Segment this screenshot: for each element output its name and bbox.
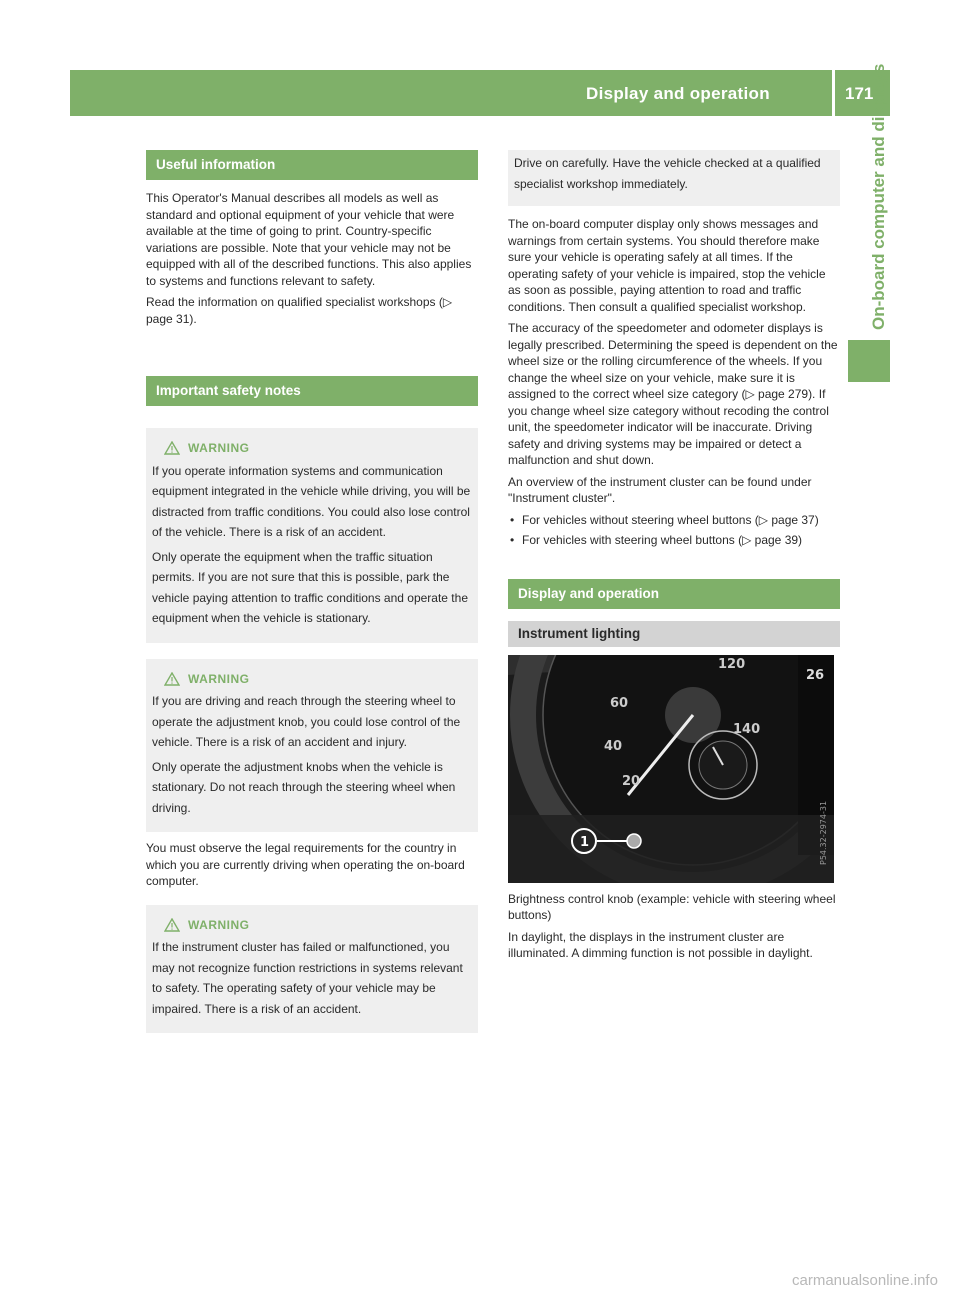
warning-label: WARNING <box>188 671 250 686</box>
warning-label: WARNING <box>188 917 250 932</box>
onboard-display-paragraph: The on-board computer display only shows messages and warnings from certain systems. You should therefore make sure your vehicle is operating safely at all times. If the operating safety of your vehicle is impaired, stop the vehicle as soon as possible, paying attention to road and traffic conditions. Then consult a qualified specialist workshop. <box>508 217 826 314</box>
useful-paragraph-2: Read the information on qualified specialist workshops (▷ page 31). <box>146 295 453 326</box>
gauge-label: 120 <box>718 656 746 672</box>
warning-triangle-icon <box>164 441 180 455</box>
cluster-illustration <box>508 655 834 883</box>
drive-carefully-text: Drive on carefully. Have the vehicle checked at a qualified specialist workshop immediately. <box>514 156 821 191</box>
display-operation-heading: Display and operation <box>508 579 840 609</box>
gauge-label: 60 <box>610 695 629 711</box>
overview-paragraph: An overview of the instrument cluster can be found under "Instrument cluster". <box>508 474 812 505</box>
side-tab-label: On-board computer and displays <box>869 63 888 330</box>
footer-watermark: carmanualsonline.info <box>792 1272 938 1289</box>
legal-paragraph: You must observe the legal requirements for the country in which you are currently driving when operating the on-board computer. <box>146 841 465 888</box>
list-item: • For vehicles with steering wheel buttons (▷ page 39) <box>520 532 840 549</box>
digital-display-value: 26 <box>806 667 825 683</box>
page-title: Display and operation <box>586 84 770 103</box>
photo-caption: Brightness control knob (example: vehicle with steering wheel buttons) <box>508 891 836 922</box>
cluster-list <box>508 512 840 549</box>
image-code: P54.32-2974-31 <box>819 800 828 865</box>
side-tab-marker <box>848 340 890 382</box>
right-column <box>508 150 840 967</box>
instrument-cluster-photo <box>508 655 834 883</box>
gauge-label: 140 <box>733 721 761 737</box>
warning-text: Only operate the equipment when the traffic situation permits. If you are not sure that this is possible, park the vehicle paying attention to traffic conditions and operate the equipment when the vehicle is stationary. <box>152 549 468 625</box>
warning-text: If the instrument cluster has failed or malfunctioned, you may not recognize function restrictions in systems relevant to safety. The operating safety of your vehicle may be impaired. There is a risk of an accident. <box>152 940 463 1016</box>
warning-box <box>146 905 478 1034</box>
speedometer-paragraph: The accuracy of the speedometer and odometer displays is legally prescribed. Determining the speed is dependent on the wheel size or the rolling circumference of the wheels. If you change the wheel size on your vehicle, make sure it is assigned to the correct wheel size category (▷ page 279). If you change wheel size category without recoding the control unit, the speedometer indicator will be inaccurate. Driving safety and driving systems may be impaired or detect a malfunction and shut down. <box>508 321 838 467</box>
daylight-paragraph: In daylight, the displays in the instrument cluster are illuminated. A dimming function is not possible in daylight. <box>508 929 813 960</box>
warning-triangle-icon <box>164 918 180 932</box>
warning-box <box>146 428 478 643</box>
warning-text: Only operate the adjustment knobs when the vehicle is stationary. Do not reach through the steering wheel when driving. <box>152 759 456 815</box>
gauge-label: 20 <box>622 773 641 789</box>
warning-continuation-box <box>508 150 840 206</box>
warning-label: WARNING <box>188 441 250 455</box>
callout-number: 1 <box>580 834 590 850</box>
instrument-lighting-heading: Instrument lighting <box>508 621 840 647</box>
warning-box <box>146 659 478 833</box>
warning-text: If you operate information systems and communication equipment integrated in the vehicle while driving, you will be distracted from traffic conditions. You could also lose control of the vehicle. There is a risk of an accident. <box>152 463 471 539</box>
warning-text: If you are driving and reach through the steering wheel to operate the adjustment knob, you could lose control of the vehicle. There is a risk of an accident and injury. <box>152 694 461 749</box>
page-number: 171 <box>845 84 874 103</box>
useful-paragraph-1: This Operator's Manual describes all models as well as standard and optional equipment of your vehicle that were available at the time of going to print. Country-specific variations are possible. Note that your vehicle may not be equipped with all of the described functions. This also applies to systems and functions relevant to safety. <box>146 191 472 288</box>
gauge-label: 40 <box>604 738 623 754</box>
header-divider <box>832 70 835 116</box>
safety-notes-heading: Important safety notes <box>146 376 478 406</box>
warning-triangle-icon <box>164 672 180 686</box>
left-column <box>146 150 478 1041</box>
useful-information-heading: Useful information <box>146 150 478 180</box>
list-item: • For vehicles without steering wheel buttons (▷ page 37) <box>520 512 840 529</box>
